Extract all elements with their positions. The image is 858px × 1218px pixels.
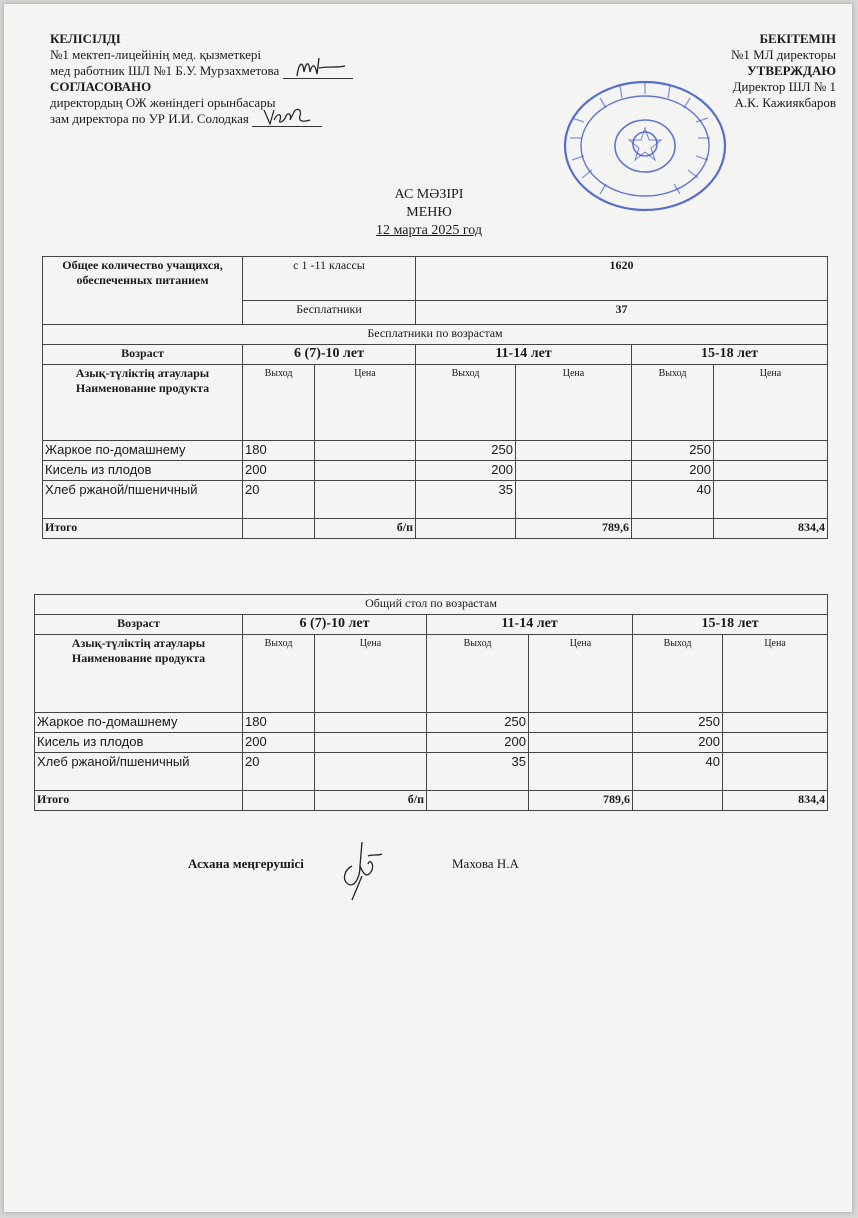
out-value: 180 (243, 713, 315, 733)
menu-date: 12 марта 2025 год (376, 223, 482, 238)
general-table (34, 594, 828, 811)
out-value: 200 (243, 461, 315, 481)
price-cell (529, 753, 633, 791)
age-group-1: 6 (7)-10 лет (243, 615, 427, 635)
out-value: 200 (633, 733, 723, 753)
empty-cell (243, 519, 315, 539)
canteen-head-name: Махова Н.А (452, 856, 519, 871)
out-value: 250 (632, 441, 714, 461)
age-group-3: 15-18 лет (632, 345, 828, 365)
total-price-3: 834,4 (723, 791, 828, 811)
price-cell (315, 713, 427, 733)
section-title: Общий стол по возрастам (35, 595, 828, 615)
table-row (35, 753, 828, 791)
free-label: Бесплатники (243, 301, 416, 325)
product-name: Хлеб ржаной/пшеничный (35, 753, 243, 791)
medic-signature-icon (289, 54, 349, 80)
deputy-line-ru: зам директора по УР И.И. Солодкая (50, 111, 430, 127)
price-cell (315, 481, 416, 519)
empty-cell (427, 791, 529, 811)
total-students-label: Общее количество учащихся, обеспеченных питанием (43, 257, 243, 325)
out-value: 20 (243, 753, 315, 791)
empty-cell (416, 519, 516, 539)
col-out: Выход (243, 635, 315, 713)
section-title: Бесплатники по возрастам (43, 325, 828, 345)
col-out: Выход (416, 365, 516, 441)
col-price: Цена (516, 365, 632, 441)
price-cell (723, 713, 828, 733)
price-cell (529, 733, 633, 753)
out-value: 200 (427, 733, 529, 753)
menu-title (0, 186, 858, 240)
total-label: Итого (35, 791, 243, 811)
table-row (43, 325, 828, 345)
total-price-2: 789,6 (529, 791, 633, 811)
title-ru: МЕНЮ (406, 205, 452, 220)
medic-line-ru: мед работник ШЛ №1 Б.У. Мурзахметова (50, 63, 430, 79)
price-cell (516, 481, 632, 519)
out-value: 200 (416, 461, 516, 481)
col-price: Цена (315, 365, 416, 441)
table-row (43, 461, 828, 481)
age-label: Возраст (43, 345, 243, 365)
col-price: Цена (529, 635, 633, 713)
price-cell (315, 441, 416, 461)
age-group-1: 6 (7)-10 лет (243, 345, 416, 365)
price-cell (516, 461, 632, 481)
table-row (35, 615, 828, 635)
out-value: 200 (243, 733, 315, 753)
total-price-2: 789,6 (516, 519, 632, 539)
agreed-ru: СОГЛАСОВАНО (50, 79, 152, 94)
table-row (43, 481, 828, 519)
product-header: Азық-түліктің атаулары Наименование продукта (43, 365, 243, 441)
table-row (43, 441, 828, 461)
out-value: 180 (243, 441, 315, 461)
product-name: Жаркое по-домашнему (43, 441, 243, 461)
table-row (43, 519, 828, 539)
approve-kz: БЕКІТЕМІН (759, 31, 836, 46)
col-price: Цена (714, 365, 828, 441)
table-row (35, 713, 828, 733)
product-name: Хлеб ржаной/пшеничный (43, 481, 243, 519)
title-kz: АС МӘЗІРІ (394, 187, 464, 202)
agreed-kz: КЕЛІСІЛДІ (50, 31, 121, 46)
out-value: 35 (416, 481, 516, 519)
out-value: 40 (633, 753, 723, 791)
price-cell (315, 753, 427, 791)
medic-line-kz: №1 мектеп-лицейінің мед. қызметкері (50, 47, 262, 62)
col-out: Выход (633, 635, 723, 713)
medic-signature-line (283, 66, 353, 79)
director-line-kz: №1 МЛ директоры (730, 47, 836, 62)
col-price: Цена (315, 635, 427, 713)
out-value: 200 (632, 461, 714, 481)
approval-left (50, 31, 430, 127)
total-price-3: 834,4 (714, 519, 828, 539)
col-out: Выход (427, 635, 529, 713)
age-group-2: 11-14 лет (416, 345, 632, 365)
out-value: 250 (427, 713, 529, 733)
price-cell (315, 733, 427, 753)
product-header: Азық-түліктің атаулары Наименование продукта (35, 635, 243, 713)
total-label: Итого (43, 519, 243, 539)
free-meals-table (42, 256, 828, 539)
empty-cell (243, 791, 315, 811)
total-price-1: б/п (315, 791, 427, 811)
table-row (35, 635, 828, 713)
table-row (35, 733, 828, 753)
table-row (35, 791, 828, 811)
empty-cell (633, 791, 723, 811)
col-price: Цена (723, 635, 828, 713)
out-value: 40 (632, 481, 714, 519)
total-price-1: б/п (315, 519, 416, 539)
product-name: Кисель из плодов (35, 733, 243, 753)
canteen-head-signature-icon (338, 836, 384, 902)
out-value: 20 (243, 481, 315, 519)
table-row (43, 345, 828, 365)
price-cell (529, 713, 633, 733)
out-value: 250 (416, 441, 516, 461)
classes-label: с 1 -11 классы (243, 257, 416, 301)
out-value: 250 (633, 713, 723, 733)
price-cell (315, 461, 416, 481)
col-out: Выход (632, 365, 714, 441)
price-cell (723, 753, 828, 791)
age-group-2: 11-14 лет (427, 615, 633, 635)
price-cell (723, 733, 828, 753)
canteen-head-role: Асхана меңгерушісі (188, 856, 304, 871)
product-name: Кисель из плодов (43, 461, 243, 481)
price-cell (714, 481, 828, 519)
price-cell (714, 441, 828, 461)
classes-value: 1620 (416, 257, 828, 301)
free-value: 37 (416, 301, 828, 325)
age-label: Возраст (35, 615, 243, 635)
director-name: А.К. Кажиякбаров (734, 95, 836, 110)
approval-right (536, 31, 836, 111)
age-group-3: 15-18 лет (633, 615, 828, 635)
table-row (35, 595, 828, 615)
approve-ru: УТВЕРЖДАЮ (747, 63, 836, 78)
table-row (43, 365, 828, 441)
deputy-signature-icon (258, 102, 318, 128)
price-cell (714, 461, 828, 481)
director-line-ru: Директор ШЛ № 1 (732, 79, 836, 94)
product-name: Жаркое по-домашнему (35, 713, 243, 733)
table-row (43, 257, 828, 301)
out-value: 35 (427, 753, 529, 791)
price-cell (516, 441, 632, 461)
col-out: Выход (243, 365, 315, 441)
empty-cell (632, 519, 714, 539)
deputy-line-kz: директордың ОЖ жөніндегі орынбасары (50, 95, 276, 110)
deputy-signature-line (252, 114, 322, 127)
